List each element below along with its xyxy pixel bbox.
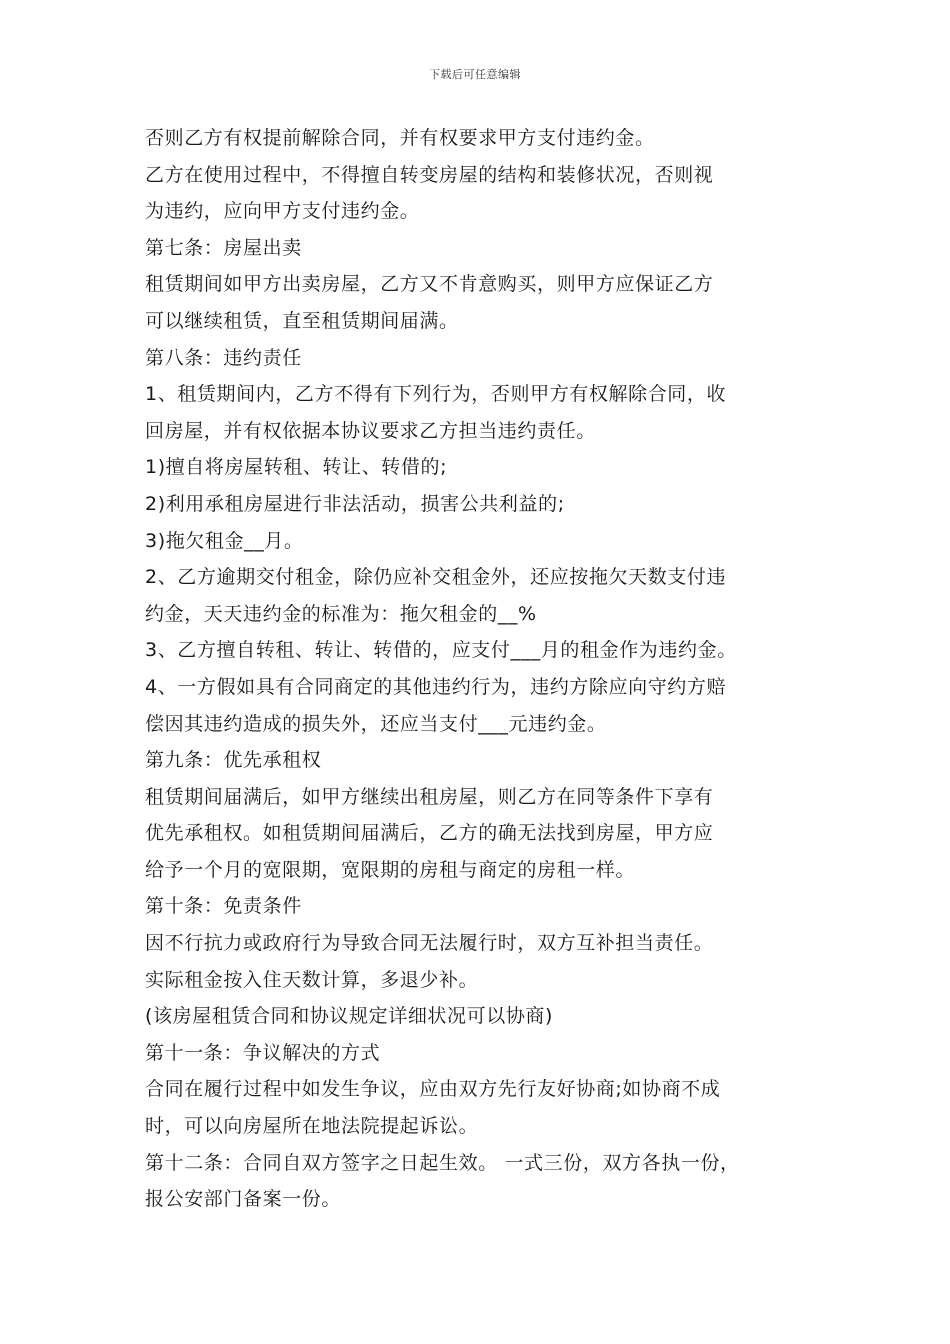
text-line: 因不行抗力或政府行为导致合同无法履行时，双方互补担当责任。 — [145, 932, 714, 955]
text-line: 1)擅自将房屋转租、转让、转借的; — [145, 456, 448, 479]
text-line: 租赁期间届满后，如甲方继续出租房屋，则乙方在同等条件下享有 — [145, 785, 714, 808]
text-line: 偿因其违约造成的损失外，还应当支付___元违约金。 — [145, 712, 607, 735]
document-body — [145, 120, 815, 1218]
section-heading: 第七条：房屋出卖 — [145, 236, 302, 259]
text-line: 2、乙方逾期交付租金，除仍应补交租金外，还应按拖欠天数支付违 — [145, 566, 727, 589]
text-line: 约金，天天违约金的标准为：拖欠租金的__% — [145, 602, 537, 625]
text-line: 否则乙方有权提前解除合同，并有权要求甲方支付违约金。 — [145, 127, 655, 149]
text-line: 时，可以向房屋所在地法院提起诉讼。 — [145, 1115, 479, 1138]
text-line: 合同在履行过程中如发生争议，应由双方先行友好协商;如协商不成 — [145, 1078, 721, 1101]
text-line: 可以继续租赁，直至租赁期间届满。 — [145, 309, 459, 332]
text-line: 为违约，应向甲方支付违约金。 — [145, 200, 420, 223]
text-line: 给予一个月的宽限期，宽限期的房租与商定的房租一样。 — [145, 858, 636, 881]
text-line: 乙方在使用过程中，不得擅自转变房屋的结构和装修状况，否则视 — [145, 163, 714, 186]
text-line: 3)拖欠租金__月。 — [145, 529, 304, 552]
section-heading: 第十条：免责条件 — [145, 895, 302, 918]
page-header: 下载后可任意编辑 — [429, 68, 521, 81]
text-line: 3、乙方擅自转租、转让、转借的，应支付___月的租金作为违约金。 — [145, 639, 737, 662]
section-heading: 第十二条：合同自双方签字之日起生效。 一式三份，双方各执一份， — [145, 1151, 740, 1174]
section-heading: 第八条：违约责任 — [145, 346, 302, 369]
section-heading: 第十一条：争议解决的方式 — [145, 1041, 381, 1064]
text-line: 4、一方假如具有合同商定的其他违约行为，违约方除应向守约方赔 — [145, 675, 727, 698]
text-line: 实际租金按入住天数计算，多退少补。 — [145, 968, 479, 991]
text-line: 租赁期间如甲方出卖房屋，乙方又不肯意购买，则甲方应保证乙方 — [145, 273, 714, 296]
text-line: 优先承租权。如租赁期间届满后，乙方的确无法找到房屋，甲方应 — [145, 822, 714, 845]
text-line: 2)利用承租房屋进行非法活动，损害公共利益的; — [145, 492, 565, 515]
text-line: 报公安部门备案一份。 — [145, 1188, 342, 1211]
text-line: 回房屋，并有权依据本协议要求乙方担当违约责任。 — [145, 419, 596, 442]
section-heading: 第九条：优先承租权 — [145, 749, 322, 772]
text-line: (该房屋租赁合同和协议规定详细状况可以协商) — [145, 1005, 554, 1028]
text-line: 1、租赁期间内，乙方不得有下列行为，否则甲方有权解除合同，收 — [145, 383, 727, 406]
